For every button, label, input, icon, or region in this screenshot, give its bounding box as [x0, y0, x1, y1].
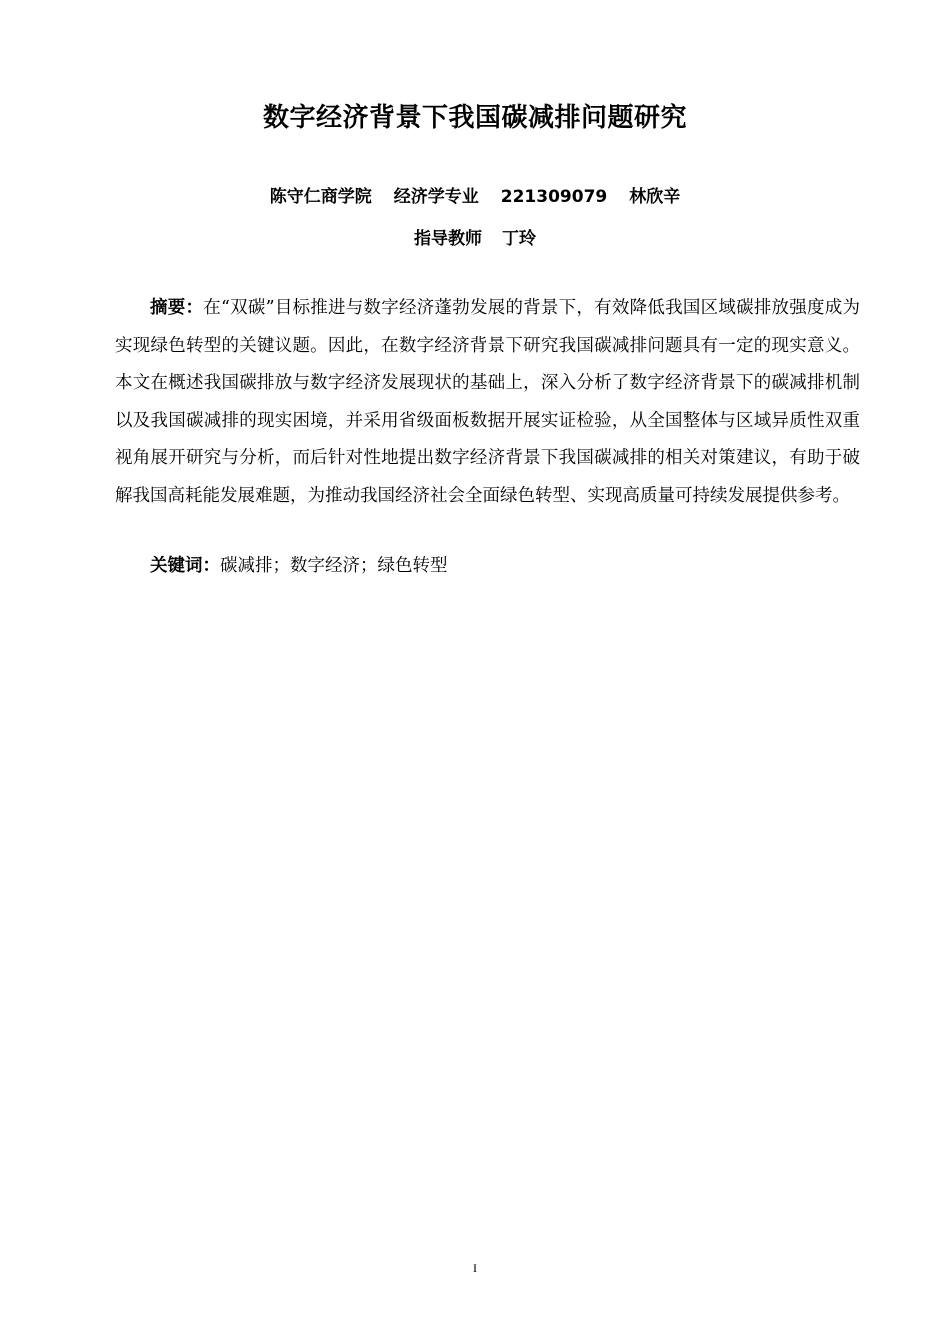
advisor-label: 指导教师 [414, 229, 482, 249]
advisor-name: 丁玲 [502, 229, 536, 249]
page-number: I [473, 1261, 477, 1275]
abstract-paragraph [115, 290, 860, 515]
keywords-paragraph [115, 548, 860, 586]
keywords-text: 碳减排；数字经济；绿色转型 [220, 556, 448, 576]
abstract-text: 在“双碳”目标推进与数字经济蓬勃发展的背景下，有效降低我国区域碳排放强度成为实现绿色转型的关键议题。因此，在数字经济背景下研究我国碳减排问题具有一定的现实意义。本文在概述我国碳排放与数字经济发展现状的基础上，深入分析了数字经济背景下的碳减排机制以及我国碳减排的现实困境，并采用省级面板数据开展实证检验，从全国整体与区域异质性双重视角展开研究与分析，而后针对性地提出数字经济背景下我国碳减排的相关对策建议，有助于破解我国高耗能发展难题，为推动我国经济社会全面绿色转型、实现高质量可持续发展提供参考。 [115, 298, 861, 506]
author-school: 陈守仁商学院 [269, 187, 372, 207]
author-major: 经济学专业 [393, 187, 479, 207]
author-student-id: 221309079 [500, 187, 608, 207]
advisor-line [0, 227, 950, 251]
abstract-label: 摘要： [150, 298, 204, 318]
keywords-label: 关键词： [150, 556, 220, 576]
author-name: 林欣辛 [629, 187, 681, 207]
author-info-line [0, 185, 950, 209]
paper-title: 数字经济背景下我国碳减排问题研究 [262, 103, 687, 133]
